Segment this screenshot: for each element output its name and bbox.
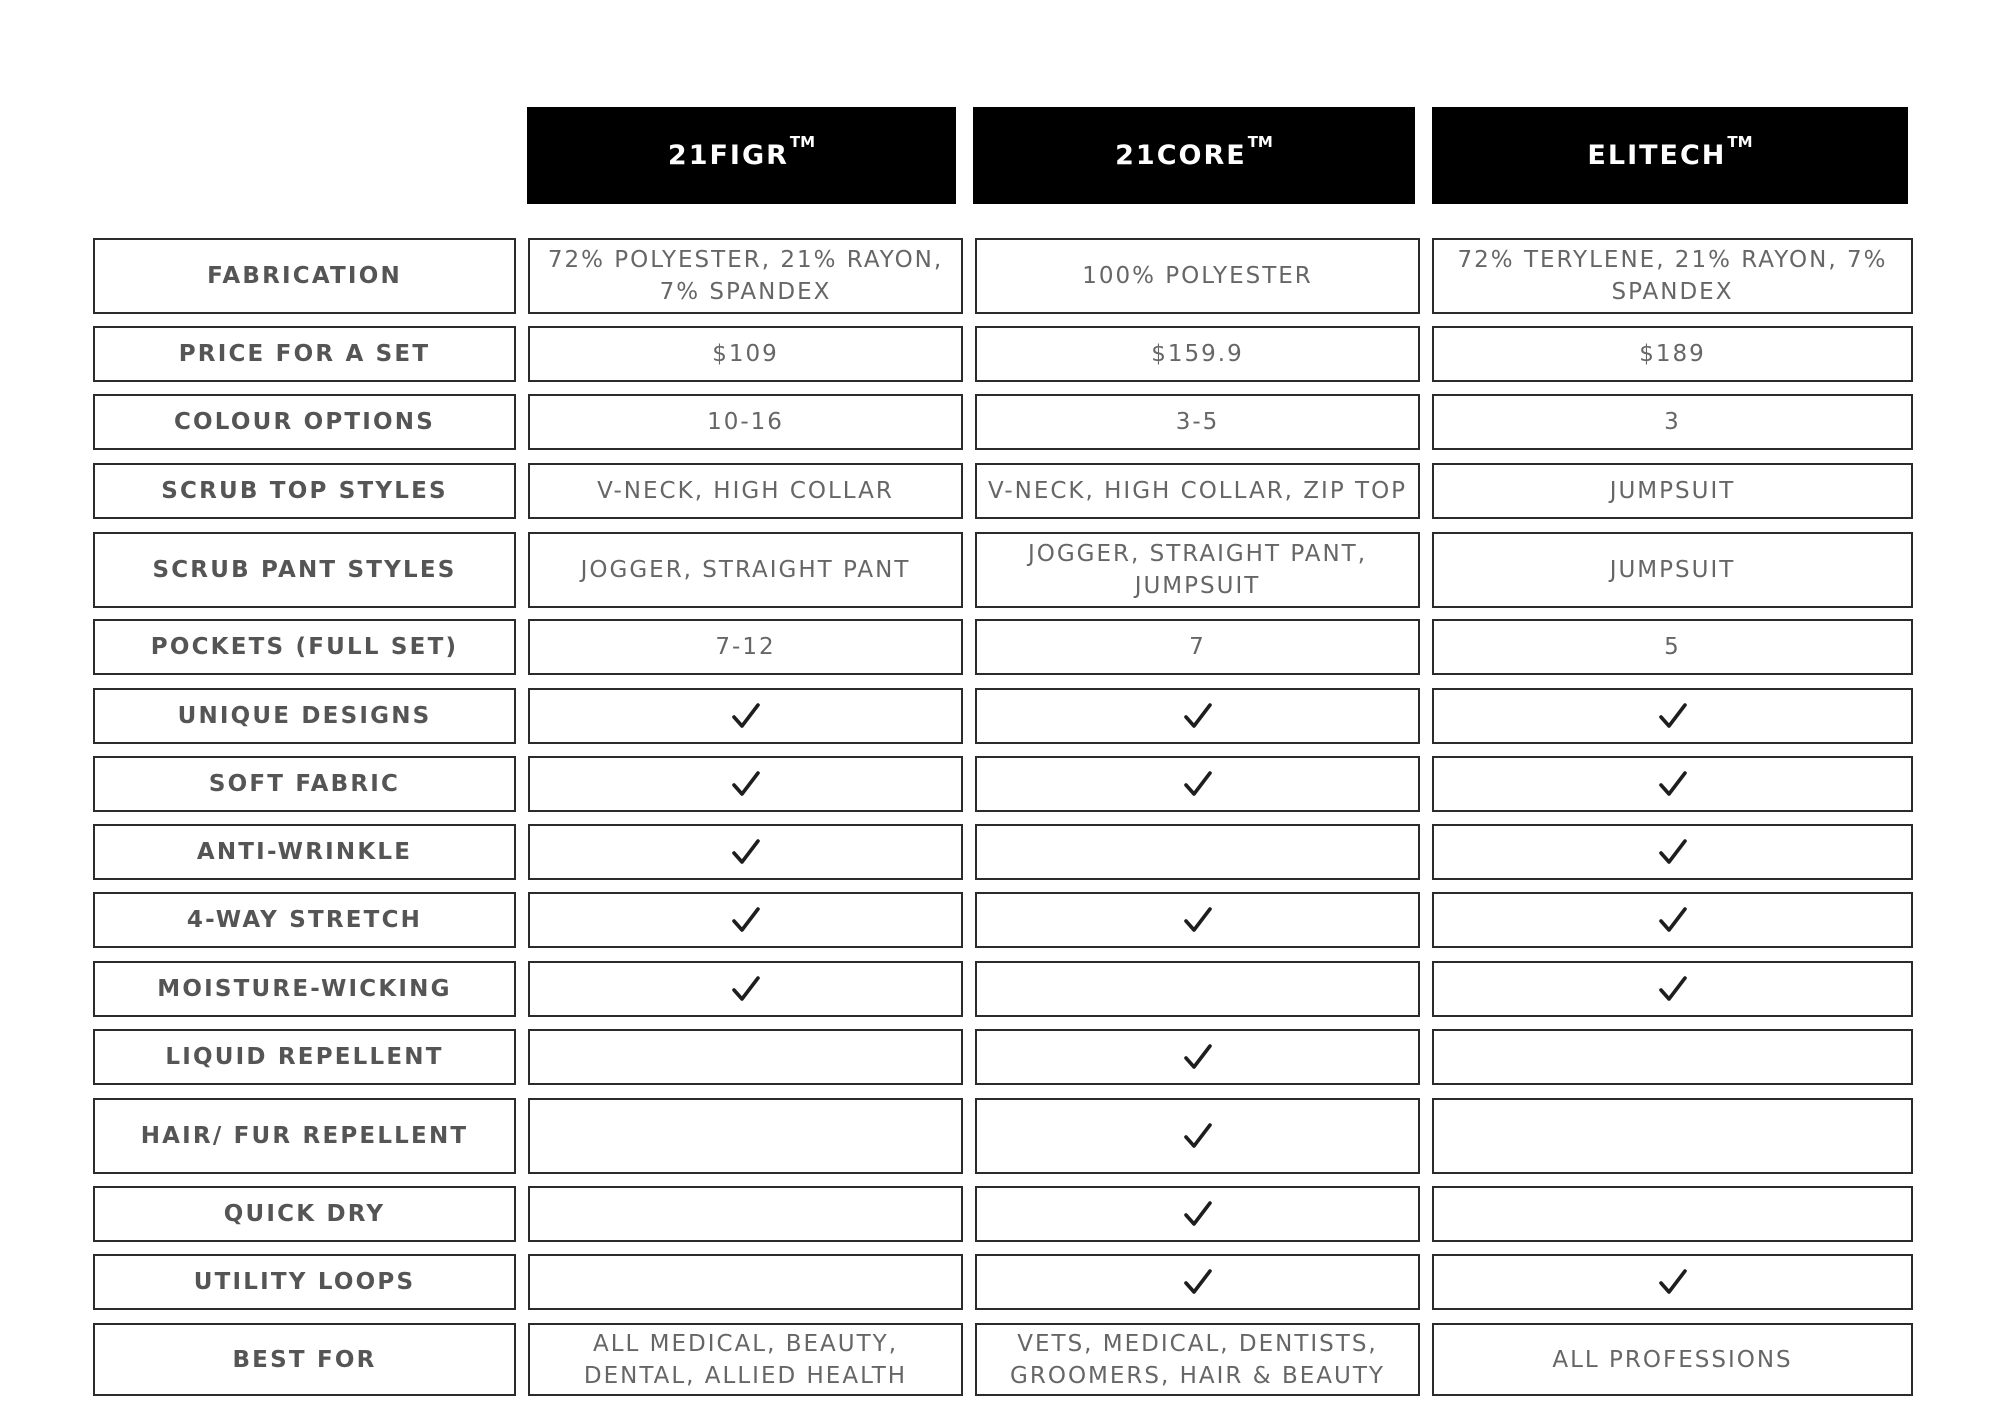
cell-utility-loops-21core (975, 1254, 1420, 1310)
cell-best-for-21figr: ALL MEDICAL, BEAUTY, DENTAL, ALLIED HEALTH (528, 1323, 963, 1396)
checkmark-icon (1658, 905, 1688, 935)
cell-anti-wrinkle-elitech (1432, 824, 1913, 880)
cell-liquid-repellent-21figr (528, 1029, 963, 1085)
checkmark-icon (731, 837, 761, 867)
row-label-pockets-full-set: POCKETS (FULL SET) (93, 619, 516, 675)
cell-quick-dry-21core (975, 1186, 1420, 1242)
cell-liquid-repellent-21core (975, 1029, 1420, 1085)
row-label-colour-options: COLOUR OPTIONS (93, 394, 516, 450)
cell-fabrication-21figr: 72% POLYESTER, 21% RAYON, 7% SPANDEX (528, 238, 963, 314)
cell-fabrication-elitech: 72% TERYLENE, 21% RAYON, 7% SPANDEX (1432, 238, 1913, 314)
cell-moisture-wicking-elitech (1432, 961, 1913, 1017)
row-label-fabrication: FABRICATION (93, 238, 516, 314)
cell-best-for-21core: VETS, MEDICAL, DENTISTS, GROOMERS, HAIR & BEAUTY (975, 1323, 1420, 1396)
row-label-price-for-a-set: PRICE FOR A SET (93, 326, 516, 382)
checkmark-icon (1658, 1267, 1688, 1297)
cell-unique-designs-elitech (1432, 688, 1913, 744)
cell-liquid-repellent-elitech (1432, 1029, 1913, 1085)
row-label-unique-designs: UNIQUE DESIGNS (93, 688, 516, 744)
column-header-21figr (527, 107, 956, 204)
checkmark-icon (1183, 905, 1213, 935)
cell-pockets-full-set-21figr: 7-12 (528, 619, 963, 675)
cell-quick-dry-elitech (1432, 1186, 1913, 1242)
row-label-anti-wrinkle: ANTI-WRINKLE (93, 824, 516, 880)
checkmark-icon (1658, 837, 1688, 867)
trademark-mark: TM (789, 132, 816, 151)
cell-soft-fabric-21figr (528, 756, 963, 812)
column-header-name: 21CORE (1115, 140, 1247, 171)
cell-scrub-pant-styles-21core: JOGGER, STRAIGHT PANT, JUMPSUIT (975, 532, 1420, 608)
row-label-scrub-pant-styles: SCRUB PANT STYLES (93, 532, 516, 608)
cell-anti-wrinkle-21figr (528, 824, 963, 880)
row-label-best-for: BEST FOR (93, 1323, 516, 1396)
cell-moisture-wicking-21figr (528, 961, 963, 1017)
row-label-4-way-stretch: 4-WAY STRETCH (93, 892, 516, 948)
checkmark-icon (731, 974, 761, 1004)
cell-price-for-a-set-21figr: $109 (528, 326, 963, 382)
trademark-mark: TM (1727, 132, 1753, 151)
cell-scrub-top-styles-21core: V-NECK, HIGH COLLAR, ZIP TOP (975, 463, 1420, 519)
checkmark-icon (1183, 701, 1213, 731)
cell-pockets-full-set-21core: 7 (975, 619, 1420, 675)
cell-scrub-top-styles-21figr: V-NECK, HIGH COLLAR (528, 463, 963, 519)
row-label-liquid-repellent: LIQUID REPELLENT (93, 1029, 516, 1085)
cell-4-way-stretch-21figr (528, 892, 963, 948)
checkmark-icon (1658, 769, 1688, 799)
cell-hair-fur-repellent-elitech (1432, 1098, 1913, 1174)
row-label-moisture-wicking: MOISTURE-WICKING (93, 961, 516, 1017)
cell-colour-options-21figr: 10-16 (528, 394, 963, 450)
cell-fabrication-21core: 100% POLYESTER (975, 238, 1420, 314)
cell-best-for-elitech: ALL PROFESSIONS (1432, 1323, 1913, 1396)
cell-utility-loops-21figr (528, 1254, 963, 1310)
row-label-hair-fur-repellent: HAIR/ FUR REPELLENT (93, 1098, 516, 1174)
checkmark-icon (1658, 701, 1688, 731)
cell-colour-options-21core: 3-5 (975, 394, 1420, 450)
cell-hair-fur-repellent-21core (975, 1098, 1420, 1174)
cell-price-for-a-set-elitech: $189 (1432, 326, 1913, 382)
cell-soft-fabric-21core (975, 756, 1420, 812)
checkmark-icon (731, 769, 761, 799)
cell-colour-options-elitech: 3 (1432, 394, 1913, 450)
cell-hair-fur-repellent-21figr (528, 1098, 963, 1174)
row-label-scrub-top-styles: SCRUB TOP STYLES (93, 463, 516, 519)
cell-soft-fabric-elitech (1432, 756, 1913, 812)
checkmark-icon (731, 905, 761, 935)
checkmark-icon (1183, 1267, 1213, 1297)
row-label-soft-fabric: SOFT FABRIC (93, 756, 516, 812)
checkmark-icon (1183, 769, 1213, 799)
cell-4-way-stretch-21core (975, 892, 1420, 948)
cell-4-way-stretch-elitech (1432, 892, 1913, 948)
checkmark-icon (1658, 974, 1688, 1004)
row-label-quick-dry: QUICK DRY (93, 1186, 516, 1242)
checkmark-icon (1183, 1042, 1213, 1072)
cell-scrub-pant-styles-elitech: JUMPSUIT (1432, 532, 1913, 608)
trademark-mark: TM (1247, 132, 1273, 151)
checkmark-icon (1183, 1199, 1213, 1229)
cell-price-for-a-set-21core: $159.9 (975, 326, 1420, 382)
checkmark-icon (1183, 1121, 1213, 1151)
column-header-name: 21FIGR (667, 140, 789, 171)
cell-scrub-top-styles-elitech: JUMPSUIT (1432, 463, 1913, 519)
cell-pockets-full-set-elitech: 5 (1432, 619, 1913, 675)
cell-unique-designs-21core (975, 688, 1420, 744)
column-header-21core (973, 107, 1415, 204)
cell-quick-dry-21figr (528, 1186, 963, 1242)
cell-anti-wrinkle-21core (975, 824, 1420, 880)
row-label-utility-loops: UTILITY LOOPS (93, 1254, 516, 1310)
checkmark-icon (731, 701, 761, 731)
cell-moisture-wicking-21core (975, 961, 1420, 1017)
cell-scrub-pant-styles-21figr: JOGGER, STRAIGHT PANT (528, 532, 963, 608)
column-header-name: ELITECH (1587, 140, 1727, 171)
cell-utility-loops-elitech (1432, 1254, 1913, 1310)
cell-unique-designs-21figr (528, 688, 963, 744)
column-header-elitech (1432, 107, 1908, 204)
